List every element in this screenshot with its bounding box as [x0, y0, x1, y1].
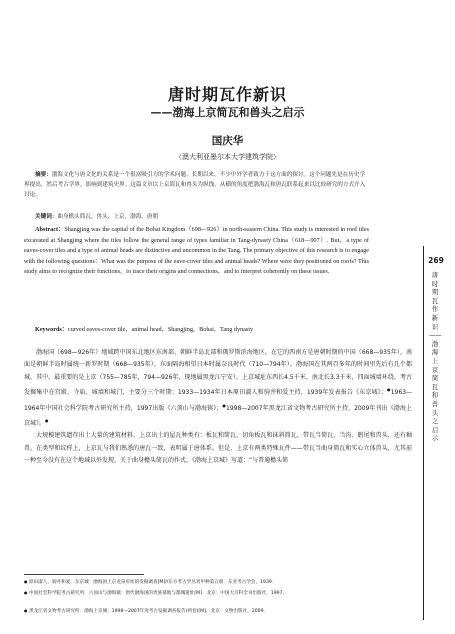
- abstract-english: [24, 225, 369, 278]
- footnote-mark: ●: [24, 590, 28, 595]
- author-affiliation: （澳大利亚墨尔本大学建筑学院）: [175, 153, 280, 161]
- footnote-text: 中国社会科学院考古研究所．六顶山与渤海镇：唐代渤海国的贵族墓地与都城遗址[M]．北京：中国大百科全书出版社，1997．: [28, 591, 288, 596]
- footnote-item: [24, 589, 414, 598]
- keywords-zh-text: 曲身檐头简瓦，兽头，上京，渤海，唐朝: [57, 214, 159, 220]
- keywords-chinese: [24, 212, 369, 222]
- footnote-divider: [24, 574, 144, 575]
- article-title: 唐时期瓦作新识: [167, 85, 287, 104]
- author-name: 国庆华: [211, 135, 244, 147]
- footnote-ref[interactable]: ●: [386, 387, 391, 393]
- keywords-en-label: Keywords：: [35, 326, 68, 333]
- running-title: 唐时期瓦作新识——渤海上京简瓦和兽头之启示: [429, 272, 442, 443]
- footnote-item: [24, 607, 414, 616]
- abstract-chinese: [24, 170, 369, 200]
- abstract-en-text: Shangjing was the capital of the Bohai Kingdom（698—926）in north-eastern China. This study is interested in roof tiles excavated at Shangjing where the tiles follow the general range of types familiar in Tang-dynasty China（618—907）. But，a type of eaves-cover tiles and a type of animal heads are distinctive and uncommon in the Tang. The primary objective of this research is to engage with the following questions：What was the purpose of the eave-cover tiles and animal heads? Where were they positioned on roofs? This study aims to recognize their functions，to trace their origins and connections，and to interpret coherently on these issues.: [24, 226, 369, 276]
- keywords-en-text: curved eaves-cover tile，animal head，Shangjing，Bohai，Tang dynasty: [68, 326, 254, 333]
- body-paragraph: 渤海国（698—926年）地域跨中国东北地区东南部、朝鲜半岛北部和俄罗斯滨海地区。在它的西南方是唐朝时期的中国（668—935年），南面是朝鲜半岛时属统一新罗时期（668—935年），东面隔海相望日本时属奈良时代（710—794年）。渤海国在其两百多年的时间里先后有几个都城，其中，最重要的是上京（755—785年，794—926年，现地属黑龙江宁安）。上京城址东西长4.5千米，南北长3.3千米，四面城墙环绕。考古发掘集中在宫殿、寺庙、城墙和城门，主要分三个时期：1933—1934年日本原田淑人和驹井和爱主持，1939年发表报告《东京城》；●1963—1964年中国社会科学院考古研究所主持，1997出版《六顶山与渤海镇》；●1998—2007年黑龙江省文物考古研究所主持，2009年刊出《渤海上京城》。●: [24, 349, 412, 428]
- page-number: 269: [428, 256, 444, 265]
- abstract-zh-text: 渤海文化与唐文化的关系是一个很富吸引力的学术问题。长期以来，不少中外学者致力于这方面的探讨。这个问题先是在历史学界提出，然后考古学界，影响到建筑史界。这篇文章以上京简瓦和兽头为纵线，从横的角度把渤海瓦和唐瓦联系起来以比较研究的方式介入讨论。: [24, 172, 366, 198]
- footnote-text: 黑龙江省文物考古研究所．渤海上京城：1998—2007年度考古发掘调查报告(两卷)[M]．北京：文物出版社，2009．: [28, 609, 269, 614]
- footnote-mark: ●: [24, 608, 28, 613]
- footnote-text: 原田淑人，驹井和爱．东京城：渤海国上京龙泉府址的发掘调查[M]//东方考古学丛刊甲种第五册．东亚考古学会，1939．: [28, 580, 277, 585]
- abstract-en-label: Abstract：: [35, 226, 65, 233]
- article-subtitle: ——渤海上京简瓦和兽头之启示: [150, 106, 305, 119]
- keywords-zh-label: 关键词：: [35, 214, 58, 220]
- footnote-ref[interactable]: ●: [222, 402, 226, 408]
- body-paragraph: 大规模建筑遗存出土大量的建筑材料。上京出土的屋瓦种类有：板瓦和简瓦、切角板瓦和抹斜简瓦、带瓦当简瓦、当沟、鸱尾和兽头，还有釉兽。在类型和纹样上，上京瓦与我们熟悉的唐瓦一致，表明属于唐体系。但是，上京有两类特殊瓦件——带瓦当曲身简瓦和实心立体兽头，尤其前一种至今没有在这个地域以外发现，关于曲身檐头简瓦的作式，《渤海上京城》写道：“与普通檐头简: [24, 432, 412, 465]
- footnote-item: [24, 578, 414, 587]
- abstract-zh-label: 摘要：: [35, 172, 52, 178]
- body-text: [24, 347, 412, 468]
- footnote-ref[interactable]: ●: [45, 418, 49, 424]
- keywords-english: [24, 325, 369, 335]
- footnote-mark: ●: [24, 579, 28, 584]
